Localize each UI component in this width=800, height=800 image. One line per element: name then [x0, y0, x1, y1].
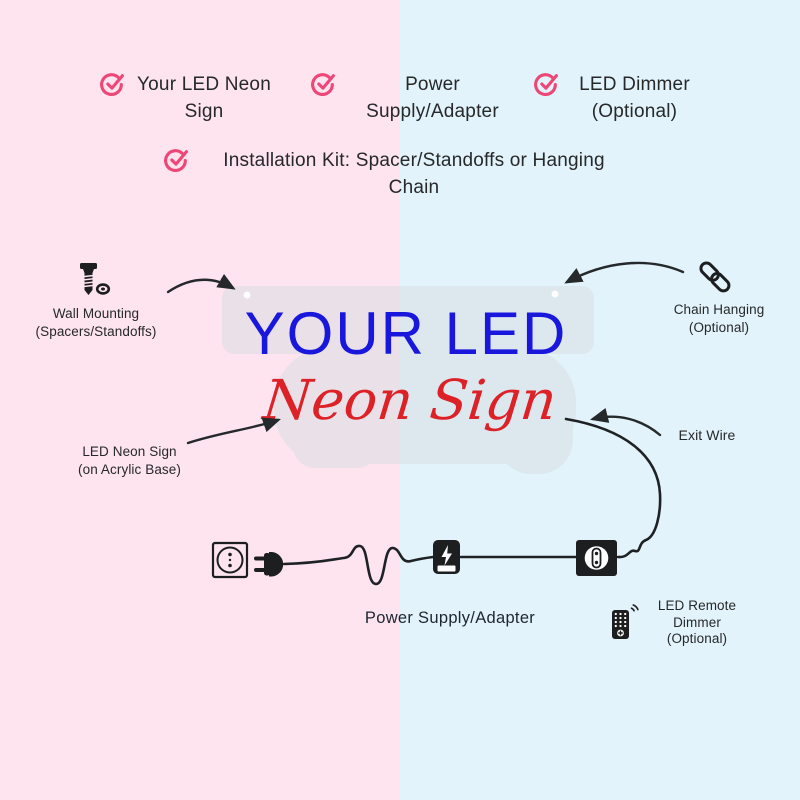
checklist-item-power-supply	[340, 71, 525, 125]
sign-text-neon-sign: Neon Sign	[260, 368, 560, 432]
checklist-item-label: Supply/Adapter	[366, 101, 499, 122]
callout-line: (Optional)	[666, 631, 728, 646]
checklist-item-label: Power	[405, 74, 460, 95]
mounting-hole-right	[552, 291, 559, 298]
checklist-item-installation-kit	[188, 147, 640, 201]
callout-line: Wall Mounting	[52, 306, 140, 321]
callout-line: LED Neon Sign	[82, 444, 177, 459]
checklist-item-label: (Optional)	[591, 101, 678, 122]
mounting-hole-left	[244, 292, 251, 299]
callout-led-neon-sign	[42, 443, 217, 478]
callout-line: (on Acrylic Base)	[78, 461, 181, 477]
callout-line: Exit Wire	[678, 427, 736, 443]
callout-line: (Spacers/Standoffs)	[35, 323, 157, 339]
callout-line: Dimmer	[673, 614, 721, 630]
callout-exit-wire	[662, 427, 752, 445]
checklist-item-your-led-neon-sign	[128, 71, 280, 125]
callout-led-remote-dimmer	[643, 598, 751, 648]
checklist-item-label: Your LED Neon	[137, 74, 271, 95]
checklist-item-label: Sign	[184, 101, 224, 122]
checklist-item-label: LED Dimmer	[579, 74, 690, 95]
callout-wall-mounting	[10, 305, 182, 340]
callout-line: Chain Hanging	[673, 302, 765, 317]
sign-text-your-led: YOUR LED	[244, 300, 568, 367]
callout-chain-hanging	[644, 301, 794, 336]
callout-line: (Optional)	[688, 319, 750, 335]
checklist-item-led-dimmer	[562, 71, 707, 125]
callout-power-supply-adapter: Power Supply/Adapter	[364, 609, 536, 627]
callout-line: LED Remote	[657, 598, 737, 613]
checklist-item-label: Chain	[388, 177, 440, 198]
checklist-item-label: Installation Kit: Spacer/Standoffs or Hanging	[223, 150, 605, 171]
